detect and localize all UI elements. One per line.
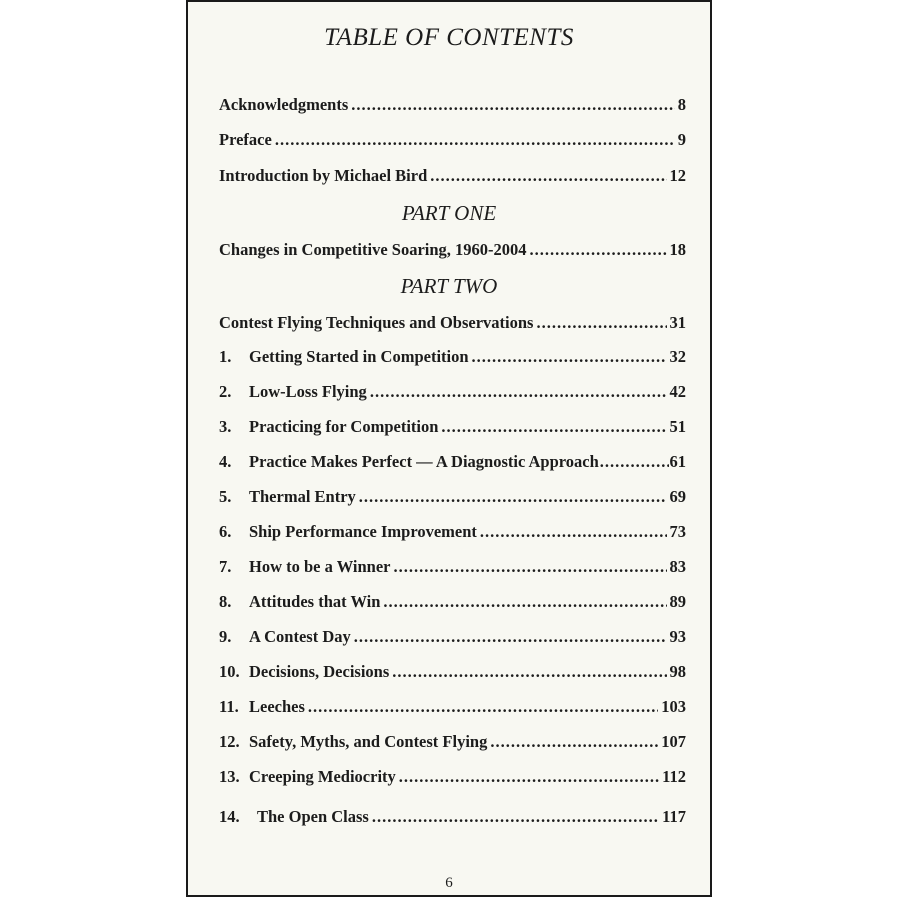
toc-entry-page: 73	[669, 522, 686, 541]
toc-entry-page: 117	[662, 807, 686, 826]
toc-entry-label: Getting Started in Competition	[249, 347, 469, 366]
toc-entry-page: 112	[662, 767, 686, 786]
page-title: TABLE OF CONTENTS	[324, 24, 574, 51]
dot-leader	[275, 130, 675, 150]
toc-entry-page: 93	[669, 627, 686, 646]
chapter-number: 4.	[219, 452, 232, 471]
chapter-number: 12.	[219, 732, 240, 751]
toc-entry-preface	[219, 130, 686, 150]
chapter-number: 13.	[219, 767, 240, 786]
dot-leader	[392, 662, 666, 682]
toc-entry-page: 69	[669, 487, 686, 506]
toc-entry-page: 18	[669, 240, 686, 259]
chapter-number: 8.	[219, 592, 232, 611]
dot-leader	[370, 382, 667, 402]
toc-chapter-12	[219, 732, 686, 752]
dot-leader	[354, 627, 667, 647]
toc-entry-label: Acknowledgments	[219, 95, 349, 114]
toc-chapter-2	[219, 382, 686, 402]
dot-leader	[351, 95, 674, 115]
chapter-number: 5.	[219, 487, 232, 506]
toc-entry-label: Practicing for Competition	[249, 417, 439, 436]
chapter-number: 9.	[219, 627, 232, 646]
toc-entry-contest-flying	[219, 313, 686, 333]
toc-chapter-7	[219, 557, 686, 577]
chapter-number: 1.	[219, 347, 232, 366]
toc-entry-page: 103	[661, 697, 686, 716]
toc-entry-label: How to be a Winner	[249, 557, 391, 576]
toc-entry-page: 51	[669, 417, 686, 436]
dot-leader	[600, 452, 669, 472]
toc-entry-page: 89	[669, 592, 686, 611]
toc-chapter-9	[219, 627, 686, 647]
toc-entry-page: 32	[669, 347, 686, 366]
dot-leader	[308, 697, 658, 717]
toc-entry-changes	[219, 240, 686, 260]
chapter-number: 3.	[219, 417, 232, 436]
toc-entry-page: 12	[669, 166, 686, 185]
chapter-number: 7.	[219, 557, 232, 576]
toc-entry-label: Safety, Myths, and Contest Flying	[249, 732, 488, 751]
dot-leader	[530, 240, 667, 260]
toc-chapter-11	[219, 697, 686, 717]
toc-entry-introduction	[219, 166, 686, 186]
dot-leader	[372, 807, 659, 827]
toc-entry-page: 8	[677, 95, 686, 114]
dot-leader	[490, 732, 658, 752]
part-one-heading: PART ONE	[401, 201, 497, 225]
chapter-number: 2.	[219, 382, 232, 401]
toc-entry-page: 83	[669, 557, 686, 576]
toc-chapter-1	[219, 347, 686, 367]
toc-entry-page: 61	[669, 452, 686, 471]
dot-leader	[480, 522, 667, 542]
toc-entry-label: Introduction by Michael Bird	[219, 166, 428, 185]
toc-entry-page: 98	[669, 662, 686, 681]
toc-entry-label: Practice Makes Perfect — A Diagnostic Approach	[249, 452, 599, 471]
toc-entry-label: The Open Class	[257, 807, 369, 826]
chapter-number: 14.	[219, 807, 240, 826]
chapter-number: 11.	[219, 697, 239, 716]
chapter-number: 6.	[219, 522, 232, 541]
toc-chapter-14	[219, 807, 686, 827]
chapter-number: 10.	[219, 662, 240, 681]
part-two-heading: PART TWO	[400, 274, 498, 298]
toc-chapter-5	[219, 487, 686, 507]
toc-chapter-3	[219, 417, 686, 437]
toc-entry-page: 31	[669, 313, 686, 332]
toc-entry-label: Decisions, Decisions	[249, 662, 390, 681]
toc-entry-label: Thermal Entry	[249, 487, 356, 506]
toc-entry-page: 9	[677, 130, 686, 149]
toc-entry-label: Preface	[219, 130, 272, 149]
dot-leader	[472, 347, 667, 367]
dot-leader	[441, 417, 666, 437]
book-page	[186, 0, 712, 897]
dot-leader	[430, 166, 666, 186]
toc-chapter-8	[219, 592, 686, 612]
toc-chapter-13	[219, 767, 686, 787]
toc-entry-label: Creeping Mediocrity	[249, 767, 396, 786]
toc-entry-label: Attitudes that Win	[249, 592, 381, 611]
toc-chapter-10	[219, 662, 686, 682]
toc-entry-label: Changes in Competitive Soaring, 1960-2004	[219, 240, 527, 259]
toc-entry-label: Ship Performance Improvement	[249, 522, 477, 541]
toc-entry-label: Contest Flying Techniques and Observations	[219, 313, 534, 332]
toc-chapter-6	[219, 522, 686, 542]
page-number: 6	[445, 875, 453, 891]
dot-leader	[383, 592, 666, 612]
dot-leader	[393, 557, 666, 577]
toc-entry-label: Leeches	[249, 697, 305, 716]
toc-entry-acknowledgments	[219, 95, 686, 115]
toc-entry-page: 107	[661, 732, 686, 751]
dot-leader	[536, 313, 666, 333]
toc-entry-label: A Contest Day	[249, 627, 351, 646]
dot-leader	[359, 487, 667, 507]
toc-chapter-4	[219, 452, 686, 472]
toc-entry-page: 42	[669, 382, 686, 401]
dot-leader	[399, 767, 659, 787]
toc-entry-label: Low-Loss Flying	[249, 382, 367, 401]
